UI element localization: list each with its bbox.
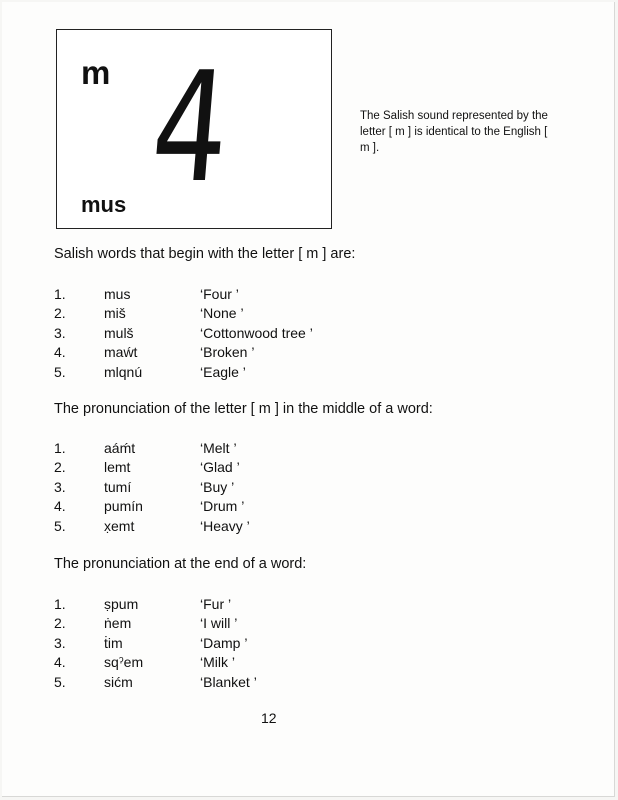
english-gloss: ‘Drum ’ — [200, 498, 245, 515]
section-heading-initial: Salish words that begin with the letter [ m ] are: — [54, 246, 356, 262]
card-letter: m — [81, 54, 111, 91]
item-number: 3. — [54, 324, 66, 341]
word-list-middle — [54, 438, 374, 536]
list-item — [54, 362, 374, 382]
word-list-initial — [54, 284, 374, 382]
english-gloss: ‘Fur ’ — [200, 595, 232, 612]
item-number: 4. — [54, 344, 66, 361]
salish-word: aáḿt — [104, 439, 136, 456]
item-number: 3. — [54, 478, 66, 495]
list-item — [54, 672, 374, 692]
list-item — [54, 438, 374, 458]
salish-word: ṣpum — [104, 595, 139, 612]
item-number: 1. — [54, 595, 66, 612]
salish-word: pumín — [104, 498, 143, 515]
salish-word: sqˀem — [104, 654, 144, 671]
item-number: 1. — [54, 285, 66, 302]
english-gloss: ‘Melt ’ — [200, 439, 237, 456]
card-digit: 4 — [145, 39, 236, 216]
english-gloss: ‘Heavy ’ — [200, 517, 250, 534]
list-item — [54, 343, 374, 363]
english-gloss: ‘I will ’ — [200, 615, 238, 632]
english-gloss: ‘Blanket ’ — [200, 673, 257, 690]
item-number: 2. — [54, 305, 66, 322]
section-heading-middle: The pronunciation of the letter [ m ] in the middle of a word: — [54, 401, 433, 417]
english-gloss: ‘None ’ — [200, 305, 244, 322]
item-number: 5. — [54, 363, 66, 380]
salish-word: miš — [104, 305, 126, 322]
salish-word: sićm — [104, 673, 133, 690]
list-item — [54, 497, 374, 517]
side-note: The Salish sound represented by the letter [ m ] is identical to the English [ m ]. — [360, 110, 548, 154]
english-gloss: ‘Damp ’ — [200, 634, 248, 651]
letter-card — [56, 29, 332, 229]
list-item — [54, 458, 374, 478]
item-number: 5. — [54, 673, 66, 690]
salish-word: ṅem — [104, 615, 132, 632]
salish-word: lemt — [104, 459, 131, 476]
list-item — [54, 653, 374, 673]
list-item — [54, 323, 374, 343]
item-number: 2. — [54, 459, 66, 476]
english-gloss: ‘Eagle ’ — [200, 363, 246, 380]
section-heading-end: The pronunciation at the end of a word: — [54, 556, 307, 572]
list-item — [54, 633, 374, 653]
salish-word: mus — [104, 285, 131, 302]
item-number: 2. — [54, 615, 66, 632]
item-number: 4. — [54, 498, 66, 515]
item-number: 4. — [54, 654, 66, 671]
list-item — [54, 614, 374, 634]
english-gloss: ‘Milk ’ — [200, 654, 235, 671]
page — [2, 2, 615, 797]
page-number: 12 — [261, 710, 277, 726]
list-item — [54, 304, 374, 324]
english-gloss: ‘Broken ’ — [200, 344, 255, 361]
list-item — [54, 594, 374, 614]
english-gloss: ‘Four ’ — [200, 285, 239, 302]
salish-word: mulš — [104, 324, 134, 341]
salish-word: ṫim — [104, 634, 123, 651]
english-gloss: ‘Cottonwood tree ’ — [200, 324, 313, 341]
english-gloss: ‘Buy ’ — [200, 478, 235, 495]
list-item — [54, 477, 374, 497]
salish-word: x̣emt — [104, 517, 135, 534]
salish-word: mlqnú — [104, 363, 143, 380]
item-number: 1. — [54, 439, 66, 456]
salish-word: maẃt — [104, 344, 138, 361]
item-number: 3. — [54, 634, 66, 651]
salish-word: tumí — [104, 478, 132, 495]
item-number: 5. — [54, 517, 66, 534]
list-item — [54, 516, 374, 536]
card-word: mus — [81, 192, 127, 217]
english-gloss: ‘Glad ’ — [200, 459, 240, 476]
word-list-end — [54, 594, 374, 692]
list-item — [54, 284, 374, 304]
